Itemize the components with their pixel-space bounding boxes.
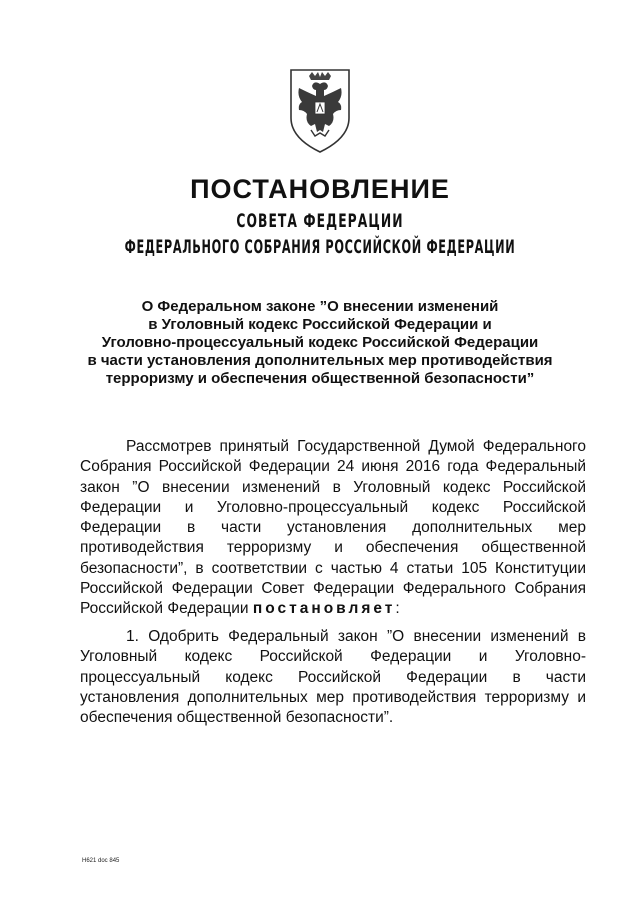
paragraph-line bbox=[80, 599, 586, 619]
paragraph-line: противодействия терроризму и обеспечения общественной bbox=[80, 539, 586, 557]
paragraph-line: безопасности”, в соответствии с частью 4 статьи 105 Конституции bbox=[80, 559, 586, 577]
paragraph-line: Федерации и Уголовно-процессуальный кодекс Российской bbox=[80, 498, 586, 516]
paragraph-line: Российской Федерации Совет Федерации Федерального Собрания bbox=[80, 580, 586, 598]
subject-line: О Федеральном законе ”О внесении изменений bbox=[141, 298, 499, 315]
subject-line: Уголовно-процессуальный кодекс Российской Федерации bbox=[101, 334, 539, 351]
paragraph-line-prefix: Российской Федерации bbox=[80, 600, 249, 618]
resolves-colon: : bbox=[395, 600, 400, 618]
paragraph-line: Рассмотрев принятый Государственной Думой Федерального bbox=[126, 438, 586, 455]
paragraph-line: процессуальный кодекс Российской Федерации в части bbox=[80, 668, 586, 686]
issuer-line-1: СОВЕТА ФЕДЕРАЦИИ bbox=[236, 210, 404, 232]
paragraph-line: Федерации в части установления дополнительных мер bbox=[80, 519, 586, 537]
clause-1-paragraph bbox=[80, 627, 586, 728]
preamble-paragraph bbox=[80, 437, 586, 620]
paragraph-line: Уголовный кодекс Российской Федерации и Уголовно- bbox=[80, 648, 586, 666]
paragraph-line: 1. Одобрить Федеральный закон ”О внесении изменений в bbox=[126, 628, 586, 645]
paragraph-line: обеспечения общественной безопасности”. bbox=[80, 709, 394, 727]
paragraph-line: закон ”О внесении изменений в Уголовный кодекс Российской bbox=[80, 478, 586, 496]
subject-line: в части установления дополнительных мер противодействия bbox=[87, 352, 553, 369]
document-title: ПОСТАНОВЛЕНИЕ bbox=[190, 174, 450, 204]
subject-line: терроризму и обеспечения общественной безопасности” bbox=[105, 370, 535, 387]
russian-coat-of-arms-icon bbox=[285, 66, 355, 156]
emblem bbox=[285, 66, 355, 156]
paragraph-line: Собрания Российской Федерации 24 июня 2016 года Федеральный bbox=[80, 458, 586, 476]
subject-line: в Уголовный кодекс Российской Федерации и bbox=[148, 316, 492, 333]
paragraph-line: установления дополнительных мер противодействия терроризму и bbox=[80, 688, 586, 706]
issuer-line-2: ФЕДЕРАЛЬНОГО СОБРАНИЯ РОССИЙСКОЙ ФЕДЕРАЦИИ bbox=[124, 236, 516, 258]
resolution-subject bbox=[80, 298, 560, 388]
resolves-word: постановляет bbox=[252, 600, 396, 618]
document-code: Н621 doc 845 bbox=[82, 858, 120, 864]
